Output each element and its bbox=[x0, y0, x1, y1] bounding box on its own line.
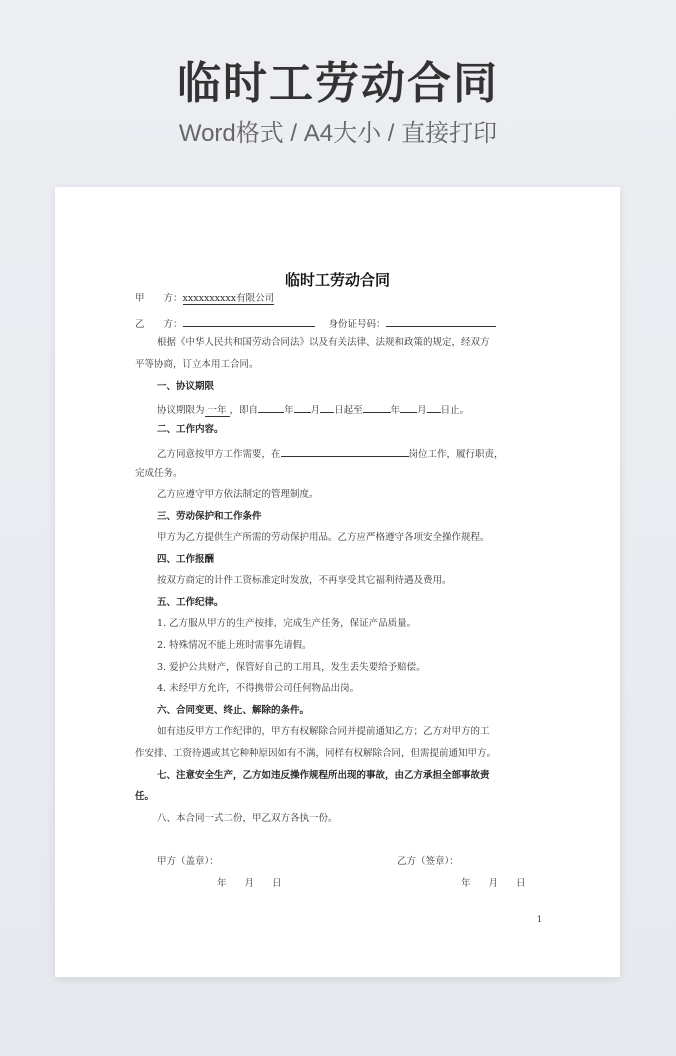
date-b-day: 日 bbox=[516, 878, 526, 889]
date-party-a bbox=[217, 879, 282, 889]
id-blank bbox=[386, 317, 496, 327]
s1-blank-5 bbox=[400, 403, 417, 413]
section-5-item-1: 1. 乙方服从甲方的生产按排，完成生产任务，保证产品质量。 bbox=[157, 618, 417, 629]
s1-year-2: 年 bbox=[390, 405, 401, 416]
section-5-item-2: 2. 特殊情况不能上班时需事先请假。 bbox=[157, 640, 312, 651]
party-a-label: 甲 方： bbox=[135, 293, 183, 304]
party-b-blank bbox=[183, 317, 315, 327]
section-3-title: 三、劳动保护和工作条件 bbox=[157, 511, 262, 522]
s1-month: 月 bbox=[310, 405, 321, 416]
section-2-line-2: 完成任务。 bbox=[135, 468, 183, 479]
s1-blank-2 bbox=[294, 403, 311, 413]
s1-blank-3 bbox=[320, 403, 334, 413]
section-8-line-1: 八、本合同一式二份，甲乙双方各执一份。 bbox=[157, 813, 338, 824]
section-7-line-2: 任。 bbox=[135, 791, 155, 802]
s1-day-from: 日起至 bbox=[334, 405, 363, 416]
section-3-line-1: 甲方为乙方提供生产所需的劳动保护用品。乙方应严格遵守各项安全操作规程。 bbox=[157, 532, 490, 543]
s1-text-a: 协议期限为 bbox=[157, 405, 205, 416]
date-party-b bbox=[461, 879, 526, 889]
party-a-line bbox=[135, 294, 274, 304]
section-2-title: 二、工作内容。 bbox=[157, 424, 224, 435]
section-4-title: 四、工作报酬 bbox=[157, 554, 215, 565]
s1-month-2: 月 bbox=[417, 405, 427, 416]
section-2-line-3: 乙方应遵守甲方依法制定的管理制度。 bbox=[157, 489, 319, 500]
date-a-year: 年 bbox=[217, 878, 227, 889]
section-4-line-1: 按双方商定的计件工资标准定时发放，不再享受其它福利待遇及费用。 bbox=[157, 575, 452, 586]
party-b-label: 乙 方： bbox=[135, 319, 183, 330]
section-5-item-3: 3. 爱护公共财产，保管好自己的工用具，发生丢失要给予赔偿。 bbox=[157, 662, 426, 673]
section-6-line-2: 作安排、工资待遇或其它种种原因如有不满，同样有权解除合同，但需提前通知甲方。 bbox=[135, 748, 497, 759]
section-5-title: 五、工作纪律。 bbox=[157, 597, 224, 608]
section-1-title: 一、协议期限 bbox=[157, 381, 215, 392]
party-b-line bbox=[135, 317, 496, 330]
s1-blank-4 bbox=[363, 403, 391, 413]
s1-blank-6 bbox=[427, 403, 441, 413]
section-2-line-1 bbox=[157, 447, 504, 460]
date-b-year: 年 bbox=[461, 878, 471, 889]
date-a-day: 日 bbox=[272, 878, 282, 889]
page-number: 1 bbox=[536, 915, 542, 924]
s2-text-a: 乙方同意按甲方工作需要，在 bbox=[157, 449, 281, 460]
intro-line-2: 平等协商，订立本用工合同。 bbox=[135, 359, 259, 370]
section-1-body bbox=[157, 403, 469, 416]
section-5-item-4: 4. 未经甲方允许，不得携带公司任何物品出岗。 bbox=[157, 683, 360, 694]
date-b-month: 月 bbox=[488, 878, 499, 889]
id-label: 身份证号码： bbox=[328, 319, 386, 330]
section-6-line-1: 如有违反甲方工作纪律的，甲方有权解除合同并提前通知乙方；乙方对甲方的工 bbox=[157, 726, 490, 737]
section-6-title: 六、合同变更、终止、解除的条件。 bbox=[157, 705, 310, 716]
section-7-line-1: 七、注意安全生产，乙方如违反操作规程所出现的事故，由乙方承担全部事故责 bbox=[157, 770, 490, 781]
s1-term: 一年 bbox=[205, 405, 230, 417]
hero-subtitle: Word格式 / A4大小 / 直接打印 bbox=[178, 120, 498, 147]
hero-title: 临时工劳动合同 bbox=[177, 58, 499, 109]
signature-party-a: 甲方（盖章）： bbox=[157, 856, 219, 867]
document-title: 临时工劳动合同 bbox=[284, 271, 390, 289]
document-page bbox=[55, 187, 620, 977]
signature-party-b: 乙方（签章）： bbox=[397, 856, 459, 867]
intro-line-1: 根据《中华人民共和国劳动合同法》以及有关法律、法规和政策的规定，经双方 bbox=[157, 337, 490, 348]
s1-day-end: 日止。 bbox=[440, 405, 470, 416]
s1-text-b: ，即自 bbox=[229, 405, 259, 416]
party-a-value: xxxxxxxxxx有限公司 bbox=[182, 293, 275, 304]
date-a-month: 月 bbox=[244, 878, 255, 889]
s2-text-b: 岗位工作，履行职责， bbox=[408, 449, 504, 460]
s1-blank-1 bbox=[258, 403, 284, 413]
s2-blank bbox=[281, 447, 409, 457]
s1-year: 年 bbox=[284, 405, 294, 416]
